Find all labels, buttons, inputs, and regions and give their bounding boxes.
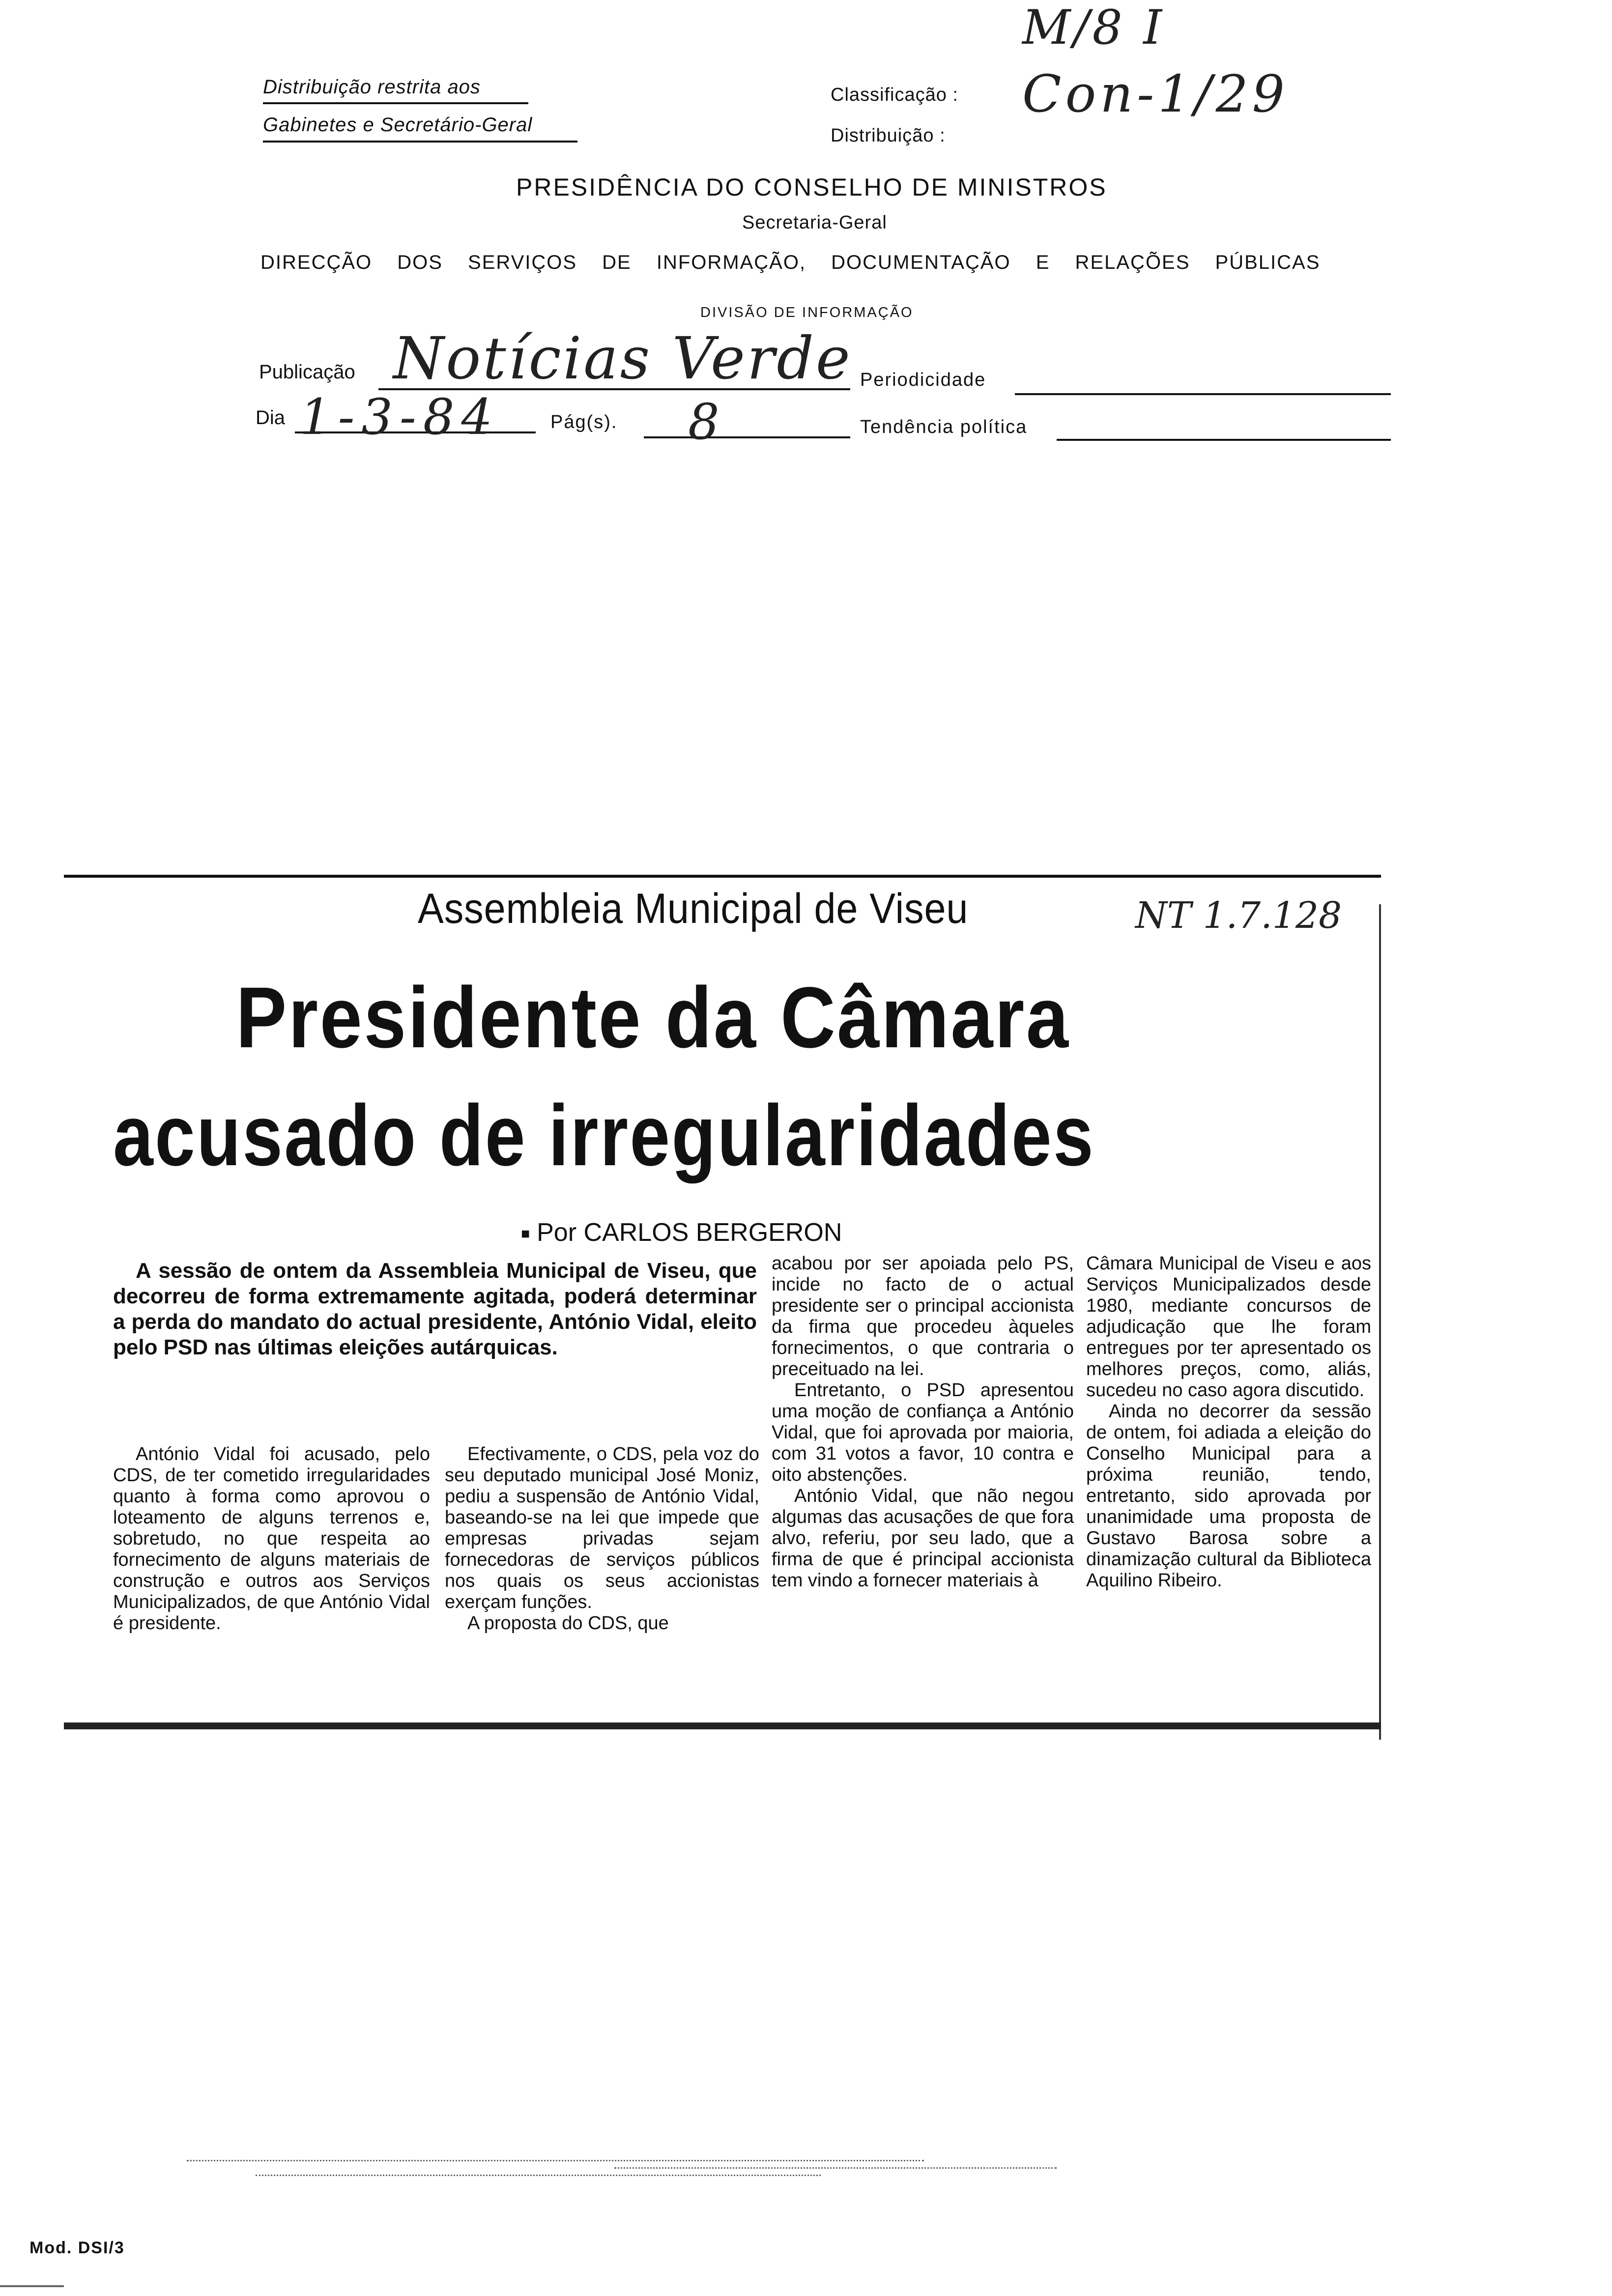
byline-text: Por CARLOS BERGERON bbox=[537, 1218, 842, 1247]
clipping-right-border bbox=[1379, 904, 1381, 1740]
newspaper-clipping bbox=[64, 865, 1381, 1750]
lead-paragraph: A sessão de ontem da Assembleia Municipal de Viseu, que decorreu de forma extremamente agitada, poderá determinar a perda do mandato do actual presidente, António Vidal, eleito pelo PSD nas últimas eleições autárquicas. bbox=[113, 1259, 757, 1359]
publication-label: Publicação bbox=[259, 361, 355, 383]
restricted-distribution-line1 bbox=[263, 76, 481, 98]
political-underline bbox=[1057, 439, 1391, 441]
restricted-underline-2 bbox=[263, 141, 577, 143]
pages-label: Pág(s). bbox=[550, 412, 618, 432]
restricted-underline-1 bbox=[263, 102, 528, 104]
clipping-bottom-rule bbox=[64, 1722, 1381, 1729]
headline-line-2: acusado de irregularidades bbox=[113, 1088, 1095, 1184]
organization-subtitle: Secretaria-Geral bbox=[742, 212, 887, 233]
clipping-top-rule bbox=[64, 875, 1381, 878]
byline bbox=[521, 1218, 842, 1247]
col3-paragraph-2: Entretanto, o PSD apresentou uma moção de confiança a António Vidal, que foi aprovada por maioria, com 31 votos a favor, 10 contra e oito abstenções. bbox=[772, 1380, 1074, 1485]
col3-paragraph-1: acabou por ser apoiada pelo PS, incide no facto de o actual presidente ser o principal accionista da firma que procedeu àqueles fornecimentos, o que contraria o preceituado na lei. bbox=[772, 1253, 1074, 1379]
article-column-3 bbox=[772, 1253, 1074, 1591]
col3-paragraph-3: António Vidal, que não negou algumas das acusações de que fora alvo, referiu, por seu lado, que a firma de que é principal accionista tem vindo a fornecer materiais à bbox=[772, 1486, 1074, 1591]
restricted-text-2: Gabinetes e Secretário-Geral bbox=[263, 114, 533, 136]
publication-handwritten-value: Notícias Verde bbox=[393, 324, 852, 392]
organization-title: PRESIDÊNCIA DO CONSELHO DE MINISTROS bbox=[516, 173, 1107, 201]
article-column-2 bbox=[445, 1444, 759, 1634]
corner-handwritten-note: M/8 I bbox=[1022, 0, 1165, 55]
margin-note-text: NT 1.7.128 bbox=[1135, 894, 1342, 937]
classification-handwritten: Con-1/29 bbox=[1022, 64, 1289, 124]
scan-noise-2 bbox=[256, 2175, 821, 2176]
restricted-distribution-line2 bbox=[263, 114, 532, 136]
periodicity-label: Periodicidade bbox=[860, 370, 986, 390]
byline-bullet-icon: ■ bbox=[521, 1226, 530, 1242]
col2-paragraph-1: Efectivamente, o CDS, pela voz do seu deputado municipal José Moniz, pediu a suspensão de António Vidal, baseando-se na lei que impede que empresas privadas sejam fornecedoras de serviços públicos nos quais os seus accionistas exerçam funções. bbox=[445, 1444, 759, 1612]
scan-noise-3 bbox=[614, 2167, 1057, 2169]
col2-paragraph-2: A proposta do CDS, que bbox=[467, 1613, 669, 1634]
direction-line: DIRECÇÃO DOS SERVIÇOS DE INFORMAÇÃO, DOCUMENTAÇÃO E RELAÇÕES PÚBLICAS bbox=[260, 252, 1321, 273]
col4-paragraph-2: Ainda no decorrer da sessão de ontem, foi adiada a eleição do Conselho Municipal para a próxima reunião, tendo, entretanto, sido aprovada por unanimidade uma proposta de Gustavo Barosa sobre a dinamização cultural da Biblioteca Aquilino Ribeiro. bbox=[1086, 1401, 1371, 1591]
scan-noise-1 bbox=[187, 2160, 924, 2161]
day-handwritten-value: 1-3-84 bbox=[300, 388, 500, 446]
distribution-label: Distribuição : bbox=[831, 125, 946, 146]
division-line: DIVISÃO DE INFORMAÇÃO bbox=[700, 305, 914, 320]
form-footer-code: Mod. DSI/3 bbox=[29, 2239, 125, 2257]
clipping-margin-note bbox=[1121, 892, 1356, 939]
day-label: Dia bbox=[256, 407, 286, 429]
political-tendency-label: Tendência política bbox=[860, 417, 1028, 437]
article-column-4 bbox=[1086, 1253, 1371, 1591]
periodicity-underline bbox=[1015, 393, 1391, 395]
pages-handwritten-value: 8 bbox=[688, 393, 720, 451]
classification-label: Classificação : bbox=[831, 85, 958, 105]
clipping-kicker: Assembleia Municipal de Viseu bbox=[418, 885, 969, 932]
restricted-text-1: Distribuição restrita aos bbox=[263, 76, 481, 98]
pages-underline bbox=[644, 436, 850, 438]
col4-paragraph-1: Câmara Municipal de Viseu e aos Serviços Municipalizados desde 1980, mediante concursos de adjudicação que lhe foram entregues por ter apresentado os melhores preços, como, aliás, sucedeu no caso agora discutido. bbox=[1086, 1253, 1371, 1401]
headline-line-1: Presidente da Câmara bbox=[236, 970, 1070, 1066]
article-column-1 bbox=[113, 1444, 430, 1634]
col1-paragraph-1: António Vidal foi acusado, pelo CDS, de ter cometido irregularidades quanto à forma como aprovou o loteamento de alguns terrenos e, sobretudo, no que respeita ao fornecimento de alguns materiais de construção e outros aos Serviços Municipalizados, de que António Vidal é presidente. bbox=[113, 1444, 430, 1634]
article-lead bbox=[113, 1258, 757, 1360]
page-bottom-edge-mark bbox=[0, 2285, 64, 2287]
